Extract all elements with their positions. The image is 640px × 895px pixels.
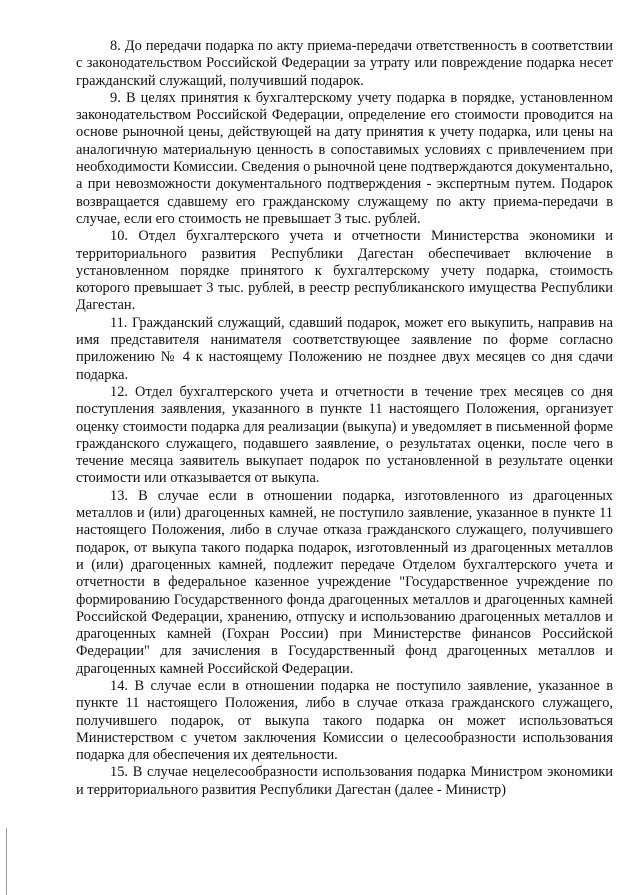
- paragraph-9: 9. В целях принятия к бухгалтерскому учету подарка в порядке, установленном законодательством Российской Федерации, определение его стоимости проводится на основе рыночной цены, действующей на дату принятия к учету подарка, или цены на аналогичную материальную ценность в сопоставимых условиях с привлечением при необходимости Комиссии. Сведения о рыночной цене подтверждаются документально, а при невозможности документального подтверждения - экспертным путем. Подарок возвращается сдавшему его гражданскому служащему по акту приема-передачи в случае, если его стоимость не превышает 3 тыс. рублей.: [76, 89, 613, 227]
- paragraph-11: 11. Гражданский служащий, сдавший подарок, может его выкупить, направив на имя представителя нанимателя соответствующее заявление по форме согласно приложению № 4 к настоящему Положению не позднее двух месяцев со дня сдачи подарка.: [76, 314, 613, 383]
- document-body: [76, 38, 613, 799]
- scan-edge-mark: [6, 828, 7, 895]
- paragraph-12: 12. Отдел бухгалтерского учета и отчетности в течение трех месяцев со дня поступления заявления, указанного в пункте 11 настоящего Положения, организует оценку стоимости подарка для реализации (выкупа) и уведомляет в письменной форме гражданского служащего, подавшего заявление, о результатах оценки, после чего в течение месяца заявитель выкупает подарок по установленной в результате оценки стоимости или отказывается от выкупа.: [76, 383, 613, 487]
- paragraph-15: 15. В случае нецелесообразности использования подарка Министром экономики и территориального развития Республики Дагестан (далее - Министр): [76, 764, 613, 798]
- paragraph-14: 14. В случае если в отношении подарка не поступило заявление, указанное в пункте 11 настоящего Положения, либо в случае отказа гражданского служащего, получившего подарок, от выкупа такого подарка он может использоваться Министерством с учетом заключения Комиссии о целесообразности использования подарка для обеспечения их деятельности.: [76, 677, 613, 764]
- paragraph-8: 8. До передачи подарка по акту приема-передачи ответственность в соответствии с законодательством Российской Федерации за утрату или повреждение подарка несет гражданский служащий, получивший подарок.: [76, 38, 613, 89]
- paragraph-13: 13. В случае если в отношении подарка, изготовленного из драгоценных металлов и (или) драгоценных камней, не поступило заявление, указанное в пункте 11 настоящего Положения, либо в случае отказа гражданского служащего, получившего подарок, от выкупа такого подарка подарок, изготовленный из драгоценных металлов и (или) драгоценных камней, подлежит передаче Отделом бухгалтерского учета и отчетности в федеральное казенное учреждение "Государственное учреждение по формированию Государственного фонда драгоценных металлов и драгоценных камней Российской Федерации, хранению, отпуску и использованию драгоценных металлов и драгоценных камней (Гохран России) при Министерстве финансов Российской Федерации" для зачисления в Государственный фонд драгоценных металлов и драгоценных камней Российской Федерации.: [76, 487, 613, 677]
- paragraph-10: 10. Отдел бухгалтерского учета и отчетности Министерства экономики и территориального развития Республики Дагестан обеспечивает включение в установленном порядке принятого к бухгалтерскому учету подарка, стоимость которого превышает 3 тыс. рублей, в реестр республиканского имущества Республики Дагестан.: [76, 228, 613, 314]
